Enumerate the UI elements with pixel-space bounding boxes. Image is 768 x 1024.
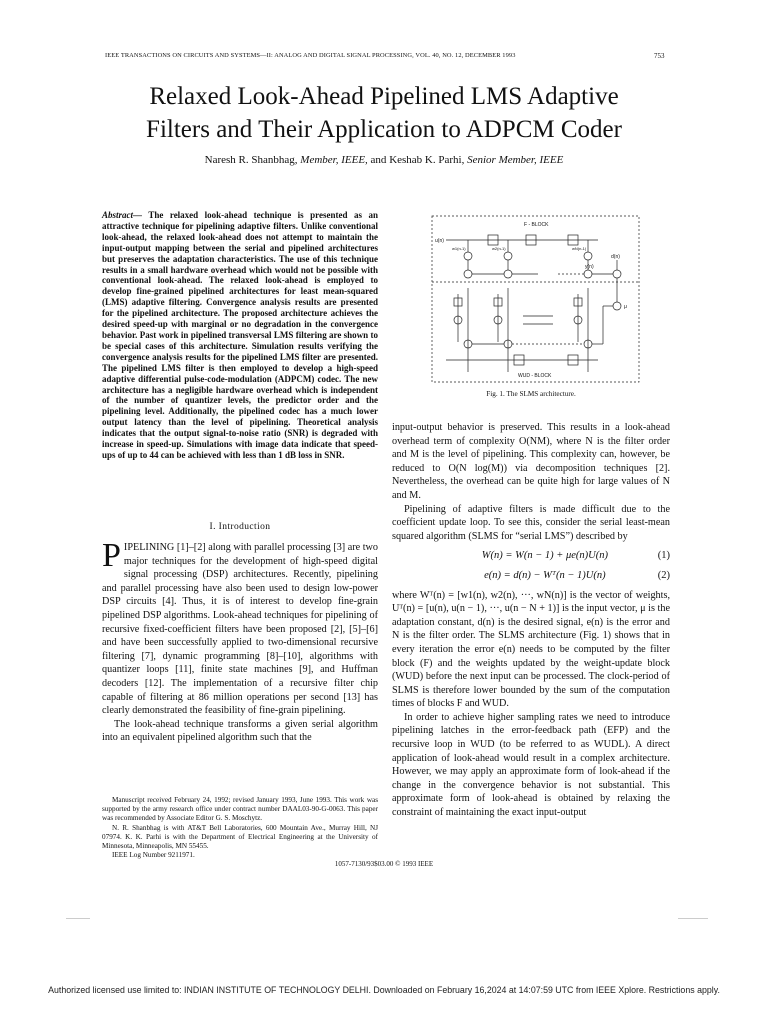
fblock-label: F - BLOCK [524, 222, 549, 228]
adder-1 [464, 270, 472, 278]
author-line [0, 154, 768, 166]
equation-2-expression: e(n) = d(n) − Wᵀ(n − 1)U(n) [484, 569, 606, 581]
outer-dashed-frame [432, 216, 639, 382]
footnote-log-number: IEEE Log Number 9211971. [112, 851, 195, 860]
right-paragraph-3: where Wᵀ(n) = [w1(n), w2(n), ···, wN(n)] is the vector of weights, Uᵀ(n) = [u(n), u(n − 1), ···, u(n − N + 1)] is the input vector, μ is the adaptation constant, d(n) is the desired signal, e(n) is the error and N is the filter order. The SLMS architecture (Fig. 1) shows that in every iteration the error e(n) needs to be computed by the filter block (F) and the weights updated by the weight-update block (WUD) before the next input can be processed. The clock-period of SLMS is therefore lower bounded by the sum of the computation times of blocks F and WUD. [392, 589, 670, 710]
adder-2 [504, 270, 512, 278]
abstract [102, 210, 378, 461]
section-heading-introduction: I. Introduction [209, 522, 271, 532]
adder-3 [584, 270, 592, 278]
scan-artifact-right [678, 918, 708, 919]
abstract-text: The relaxed look-ahead technique is presented as an attractive technique for pipelining adaptive filters. Unlike conventional look-ahead, the relaxed look-ahead does not attempt to maintain the input-output mapping between the serial and pipelined architectures but preserves the adaptation characteristics. The use of this technique results in a small hardware overhead which would not be possible with conventional look-ahead. The relaxed look-ahead is employed to develop fine-grained pipelined architectures for least mean-squared (LMS) adaptive filtering. Convergence analysis results are presented for the pipelined architecture. The proposed architecture achieves the desired speed-up with marginal or no degradation in the convergence behavior. Past work in pipelined transversal LMS filtering are shown to be special cases of this architecture. Simulation results verifying the convergence analysis results for the pipelined LMS filter are presented. The pipelined LMS filter is then employed to develop a high-speed adaptive differential pulse-code-modulation (ADPCM) codec. The new architecture has a negligible hardware overhead which is independent of the number of quantizer levels, the predictor order and the pipelining level. Additionally, the pipelined codec has a much lower output latency than the level of pipelining. Theoretical analysis indicates that the output signal-to-noise ratio (SNR) is degraded with increase in speed-up. Simulations with image data indicate that speed-ups of up to 44 can be achieved with less than 1 dB loss in SNR. [102, 210, 379, 460]
footnote-manuscript: Manuscript received February 24, 1992; revised January 1993, June 1993. This work was supported by the army research office under contract number DAAL03-90-G-0063. This paper was recommended by Associate Editor G. S. Moschytz. [102, 796, 378, 823]
figure-caption: Fig. 1. The SLMS architecture. [486, 390, 576, 398]
weight-1-label: w1(n-1) [452, 246, 466, 251]
error-adder [613, 270, 621, 278]
introduction-body [102, 537, 378, 745]
mu-label: μ [624, 304, 627, 310]
intro-paragraph-1 [102, 537, 378, 718]
multiplier-2 [504, 252, 512, 260]
right-paragraph-1: input-output behavior is preserved. This results in a look-ahead overhead term of complexity O(NM), where N is the filter order and M is the level of pipelining. This complexity can, however, be reduced to O(N log(M)) via decomposition techniques [2]. Nevertheless, the overhead can be quite high for large values of N and M. [392, 422, 670, 501]
slms-architecture-diagram [428, 212, 643, 387]
mu-multiplier [613, 302, 621, 310]
equation-2 [392, 569, 670, 583]
author-conjunction: and [370, 154, 387, 166]
author-2-role: Senior Member, IEEE [467, 154, 564, 166]
desired-signal-label: d(n) [611, 254, 620, 260]
output-label: y(n) [585, 264, 594, 270]
intro-paragraph-2: The look-ahead technique transforms a given serial algorithm into an equivalent pipelined algorithm such that the [102, 718, 378, 744]
weight-n-label: wN(n-1) [572, 246, 587, 251]
footnote [102, 796, 378, 860]
right-column-body [392, 421, 670, 820]
drop-cap: P [102, 537, 121, 574]
scan-artifact-left [66, 918, 90, 919]
equation-1 [392, 549, 670, 563]
author-2: Keshab K. Parhi, [389, 154, 465, 166]
wud-block-label: WUD - BLOCK [518, 373, 552, 379]
equation-2-number: (2) [657, 569, 670, 581]
author-1-role: Member, IEEE, [300, 154, 368, 166]
abstract-label: Abstract— [102, 210, 143, 220]
author-1: Naresh R. Shanbhag, [204, 154, 298, 166]
right-paragraph-2: Pipelining of adaptive filters is made difficult due to the coefficient update loop. To see this, consider the serial least-mean squared algorithm (SLMS for “serial LMS”) described by [392, 503, 670, 542]
right-paragraph-4: In order to achieve higher sampling rates we need to introduce pipelining latches in the error-feedback path (EFP) and the recursive loop in WUD (to be referred to as WUDL). A direct application of look-ahead would result in a complex architecture. However, we may apply an approximate form of look-ahead if the change in the convergence behavior is not substantial. This approximate form of look-ahead is obtained by relaxing the constraint of maintaining the exact input-output [392, 711, 670, 819]
equation-1-number: (1) [657, 550, 670, 562]
page-number: 753 [654, 52, 665, 60]
paper-title [0, 80, 768, 146]
intro-paragraph-1-text: IPELINING [1]–[2] along with parallel processing [3] are two major techniques for the development of high-speed digital signal processing (DSP) architectures. Recently, pipelining and parallel processing have also been used to design low-power DSP circuits [4]. Thus, it is of interest to develop fine-grain pipelined DSP algorithms. Look-ahead techniques for pipelining of recursive fixed-coefficient filters have been proposed [2], [5]–[6] and have been successfully applied to two-dimensional recursive filtering [7], dynamic programming [8]–[10], algorithms with quantizer loops [11], finite state machines [9], and Huffman decoders [12]. The implementation of a recursive filter chip capable of filtering at 86 million operations per second [13] has clearly demonstrated the feasibility of fine-grain pipelining. [102, 542, 378, 717]
footnote-affiliations: N. R. Shanbhag is with AT&T Bell Laboratories, 600 Mountain Ave., Murray Hill, NJ 07974. K. K. Parhi is with the Department of Electrical Engineering at the University of Minnesota, Minneapolis, MN 55455. [102, 823, 378, 851]
multiplier-3 [584, 252, 592, 260]
multiplier-1 [464, 252, 472, 260]
weight-2-label: w2(n-1) [492, 246, 506, 251]
copyright-line: 1057-7130/93$03.00 © 1993 IEEE [334, 860, 434, 868]
input-label: u(n) [435, 238, 444, 244]
title-line-2: Filters and Their Application to ADPCM Coder [146, 116, 622, 143]
running-header: IEEE TRANSACTIONS ON CIRCUITS AND SYSTEMS—II: ANALOG AND DIGITAL SIGNAL PROCESSING, VOL. 40, NO. 12, DECEMBER 1993 [105, 52, 516, 59]
title-line-1: Relaxed Look-Ahead Pipelined LMS Adaptive [149, 83, 619, 110]
license-notice: Authorized licensed use limited to: INDIAN INSTITUTE OF TECHNOLOGY DELHI. Downloaded on February 16,2024 at 14:07:59 UTC from IEEE Xplore. Restrictions apply. [48, 985, 720, 995]
equation-1-expression: W(n) = W(n − 1) + μe(n)U(n) [481, 550, 608, 562]
